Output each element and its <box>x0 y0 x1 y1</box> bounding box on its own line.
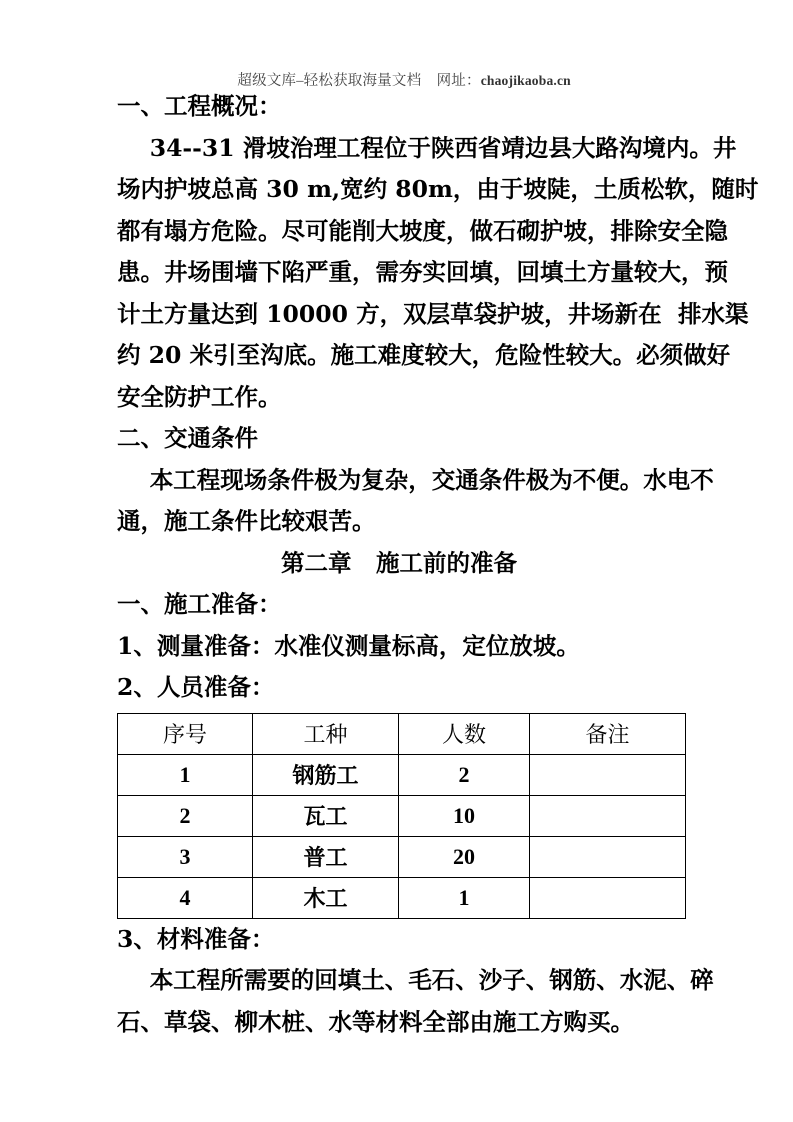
section-heading-project-overview: 一、工程概况： <box>117 92 282 120</box>
paragraph-1-line-7: 安全防护工作。 <box>117 382 282 411</box>
table-cell-count: 20 <box>399 836 530 877</box>
table-header-row <box>118 713 686 754</box>
table-cell-trade: 钢筋工 <box>253 754 399 795</box>
paragraph-3-line-2: 石、草袋、柳木桩、水等材料全部由施工方购买。 <box>117 1007 634 1036</box>
table-row <box>118 836 686 877</box>
table-cell-trade: 瓦工 <box>253 795 399 836</box>
list-item-material-prep: 3、材料准备： <box>117 924 275 953</box>
personnel-table <box>117 713 686 919</box>
table-cell-remark <box>530 877 686 918</box>
table-row <box>118 795 686 836</box>
list-item-survey-prep: 1、测量准备：水准仪测量标高，定位放坡。 <box>117 631 580 660</box>
table-cell-count: 2 <box>399 754 530 795</box>
paragraph-3-line-1: 本工程所需要的回填土、毛石、沙子、钢筋、水泥、碎 <box>117 966 714 994</box>
header-url-label: 网址： <box>436 73 481 89</box>
paragraph-1-line-4: 患。井场围墙下陷严重，需夯实回填，回填土方量较大，预 <box>117 258 728 286</box>
table-header-cell-count: 人数 <box>399 713 530 754</box>
chapter-heading: 第二章 施工前的准备 <box>280 548 518 577</box>
paragraph-1-line-2: 场内护坡总高 30 m,宽约 80m，由于坡陡，土质松软，随时 <box>117 175 759 203</box>
table-header-cell-trade: 工种 <box>253 713 399 754</box>
table-cell-no: 1 <box>118 754 253 795</box>
section-heading-traffic-conditions: 二、交通条件 <box>117 424 258 452</box>
paragraph-2-line-2: 通，施工条件比较艰苦。 <box>117 507 376 535</box>
table-cell-trade: 木工 <box>253 877 399 918</box>
table-cell-remark <box>530 754 686 795</box>
paragraph-1-line-6: 约 20 米引至沟底。施工难度较大，危险性较大。必须做好 <box>117 341 731 369</box>
table-cell-remark <box>530 795 686 836</box>
header-url: chaojikaoba.cn <box>480 73 571 88</box>
table-cell-no: 3 <box>118 836 253 877</box>
document-body <box>117 86 759 1043</box>
table-cell-count: 1 <box>399 877 530 918</box>
table-cell-count: 10 <box>399 795 530 836</box>
table-cell-no: 4 <box>118 877 253 918</box>
table-header-cell-remark: 备注 <box>530 713 686 754</box>
table-cell-no: 2 <box>118 795 253 836</box>
table-row <box>118 877 686 918</box>
table-header-cell-no: 序号 <box>118 713 253 754</box>
table-cell-trade: 普工 <box>253 836 399 877</box>
subsection-heading-construction-prep: 一、施工准备： <box>117 590 282 618</box>
table-cell-remark <box>530 836 686 877</box>
table-row <box>118 754 686 795</box>
list-item-personnel-prep: 2、人员准备： <box>117 673 275 701</box>
paragraph-2-line-1: 本工程现场条件极为复杂，交通条件极为不便。水电不 <box>117 465 714 494</box>
paragraph-1-line-3: 都有塌方危险。尽可能削大坡度，做石砌护坡，排除安全隐 <box>117 216 728 245</box>
paragraph-1-line-5: 计土方量达到 10000 方，双层草袋护坡，井场新在 排水渠 <box>117 299 749 328</box>
header-site-name: 超级文库–轻松获取海量文档 <box>237 73 422 89</box>
paragraph-1-line-1: 34--31 滑坡治理工程位于陕西省靖边县大路沟境内。井 <box>117 133 737 162</box>
